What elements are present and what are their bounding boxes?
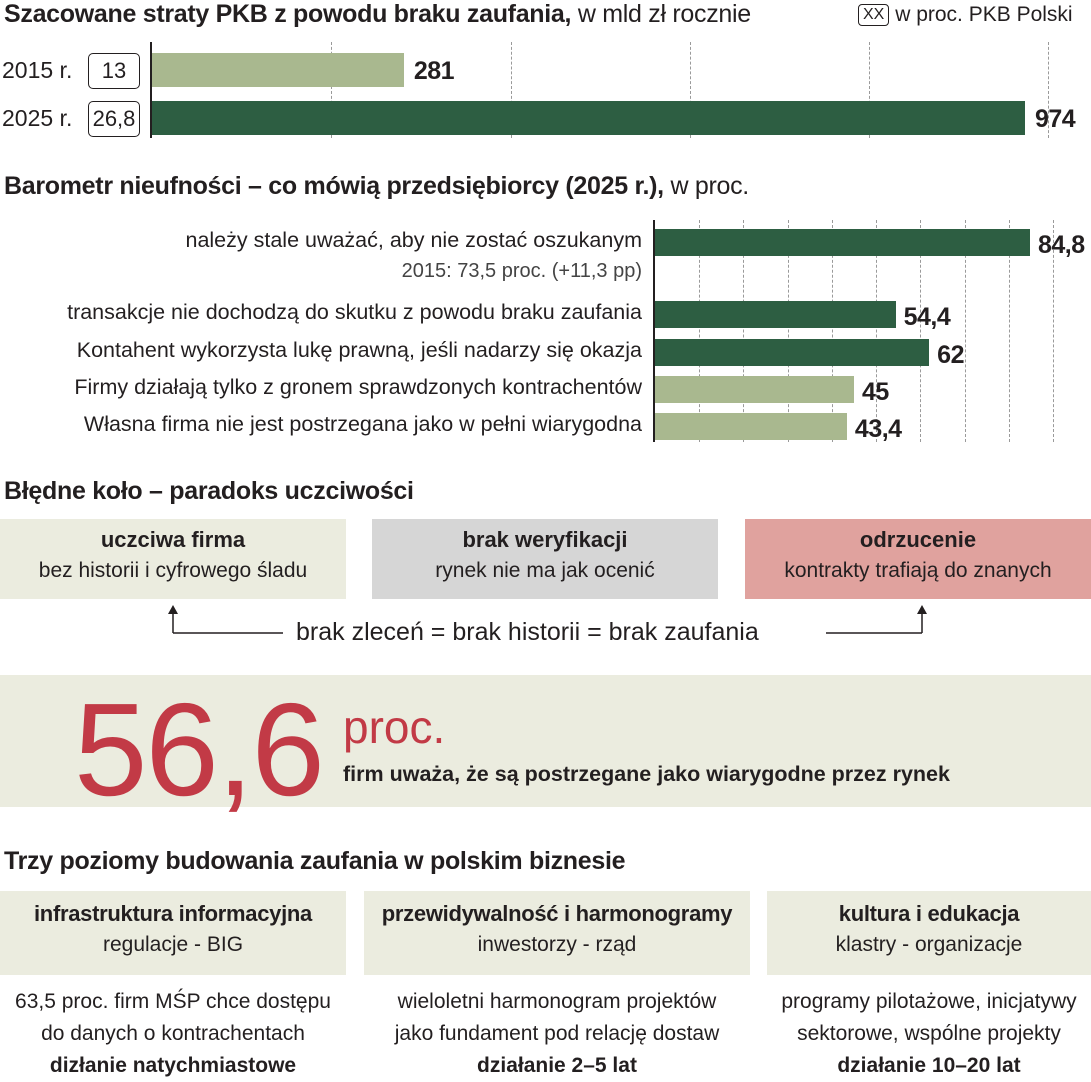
- barometer-title: [4, 172, 749, 201]
- cycle-box-title: odrzucenie: [859, 527, 977, 552]
- level-text-info-infrastructure: [0, 986, 346, 1082]
- losses-chart: [0, 40, 1091, 140]
- cycle-box-title: uczciwa firma: [100, 527, 246, 552]
- category-label: Kontahent wykorzysta lukę prawną, jeśli nadarzy się okazja: [76, 338, 642, 362]
- level-title: infrastruktura informacyjna: [34, 901, 312, 926]
- legend-box-sample: XX: [858, 4, 889, 26]
- level-line: jako fundament pod relację dostaw: [394, 1022, 720, 1045]
- cycle-loop-text: brak zleceń = brak historii = brak zaufania: [296, 618, 759, 646]
- value-label: 974: [1035, 105, 1076, 133]
- category-note: 2015: 73,5 proc. (+11,3 pp): [401, 260, 642, 282]
- cycle-title: Błędne koło – paradoks uczciwości: [4, 477, 414, 505]
- level-action: dizłanie natychmiastowe: [49, 1054, 297, 1077]
- level-action: działanie 2–5 lat: [477, 1054, 637, 1077]
- level-text-culture: [767, 986, 1091, 1082]
- bar: [655, 339, 929, 366]
- value-label: 43,4: [854, 415, 902, 443]
- barometer-title-unit: w proc.: [670, 172, 749, 200]
- level-action: działanie 10–20 lat: [837, 1054, 1021, 1077]
- bar: [655, 301, 896, 328]
- level-text-predictability: [364, 986, 750, 1082]
- gdp-pct-box: 26,8: [88, 101, 140, 137]
- stat-description: firm uważa, że są postrzegane jako wiarygodne przez rynek: [343, 762, 950, 786]
- arrow-up-icon: [168, 605, 178, 614]
- cycle-box-sub: kontrakty trafiają do znanych: [784, 559, 1052, 582]
- value-label: 281: [413, 57, 455, 85]
- value-label: 62: [937, 341, 964, 369]
- level-box-info-infrastructure: [0, 891, 346, 975]
- level-sub: klastry - organizacje: [835, 933, 1023, 956]
- barometer-title-main: Barometr nieufności – co mówią przedsiębiorcy (2025 r.),: [4, 172, 664, 200]
- cycle-box-honest-firm: [0, 519, 346, 599]
- legend-label: w proc. PKB Polski: [895, 3, 1073, 26]
- level-line: do danych o kontrachentach: [41, 1022, 305, 1045]
- levels-title: Trzy poziomy budowania zaufania w polskim biznesie: [4, 847, 626, 875]
- barometer-chart: [0, 218, 1091, 448]
- value-label: 45: [861, 378, 889, 406]
- cycle-box-title: brak weryfikacji: [462, 527, 628, 552]
- level-line: sektorowe, wspólne projekty: [797, 1022, 1061, 1045]
- value-label: 54,4: [903, 303, 951, 331]
- arrow-up-icon: [917, 605, 927, 614]
- cycle-box-no-verification: [372, 519, 718, 599]
- level-box-predictability: [364, 891, 750, 975]
- level-sub: regulacje - BIG: [102, 933, 244, 956]
- losses-title-main: Szacowane straty PKB z powodu braku zaufania,: [4, 0, 572, 28]
- category-label: Własna firma nie jest postrzegana jako w pełni wiarygodna: [83, 412, 642, 436]
- category-label: Firmy działają tylko z gronem sprawdzonych kontrachentów: [74, 375, 642, 399]
- stat-value: 56,6: [74, 676, 323, 823]
- level-line: programy pilotażowe, inicjatywy: [781, 990, 1077, 1013]
- value-label: 84,8: [1038, 231, 1085, 259]
- bar: [152, 101, 1025, 135]
- category-label: należy stale uważać, aby nie zostać oszukanym: [185, 228, 642, 252]
- level-sub: inwestorzy - rząd: [477, 933, 637, 956]
- gdp-pct-box: 13: [88, 53, 140, 89]
- bar: [152, 53, 404, 87]
- level-title: przewidywalność i harmonogramy: [381, 901, 733, 926]
- year-label: 2015 r.: [2, 57, 73, 83]
- category-label: transakcje nie dochodzą do skutku z powodu braku zaufania: [67, 300, 642, 324]
- cycle-box-rejection: [745, 519, 1091, 599]
- losses-title-unit: w mld zł rocznie: [577, 0, 751, 28]
- level-title: kultura i edukacja: [838, 901, 1020, 926]
- losses-title: [4, 0, 751, 29]
- level-line: wieloletni harmonogram projektów: [397, 990, 717, 1013]
- year-label: 2025 r.: [2, 105, 73, 131]
- level-box-culture: [767, 891, 1091, 975]
- cycle-box-sub: rynek nie ma jak ocenić: [435, 559, 655, 582]
- losses-legend: [858, 3, 1073, 27]
- bar: [655, 376, 854, 403]
- stat-unit: proc.: [343, 701, 446, 753]
- bar: [655, 229, 1030, 256]
- level-line: 63,5 proc. firm MŚP chce dostępu: [15, 990, 331, 1013]
- bar: [655, 413, 847, 440]
- cycle-box-sub: bez historii i cyfrowego śladu: [38, 559, 308, 582]
